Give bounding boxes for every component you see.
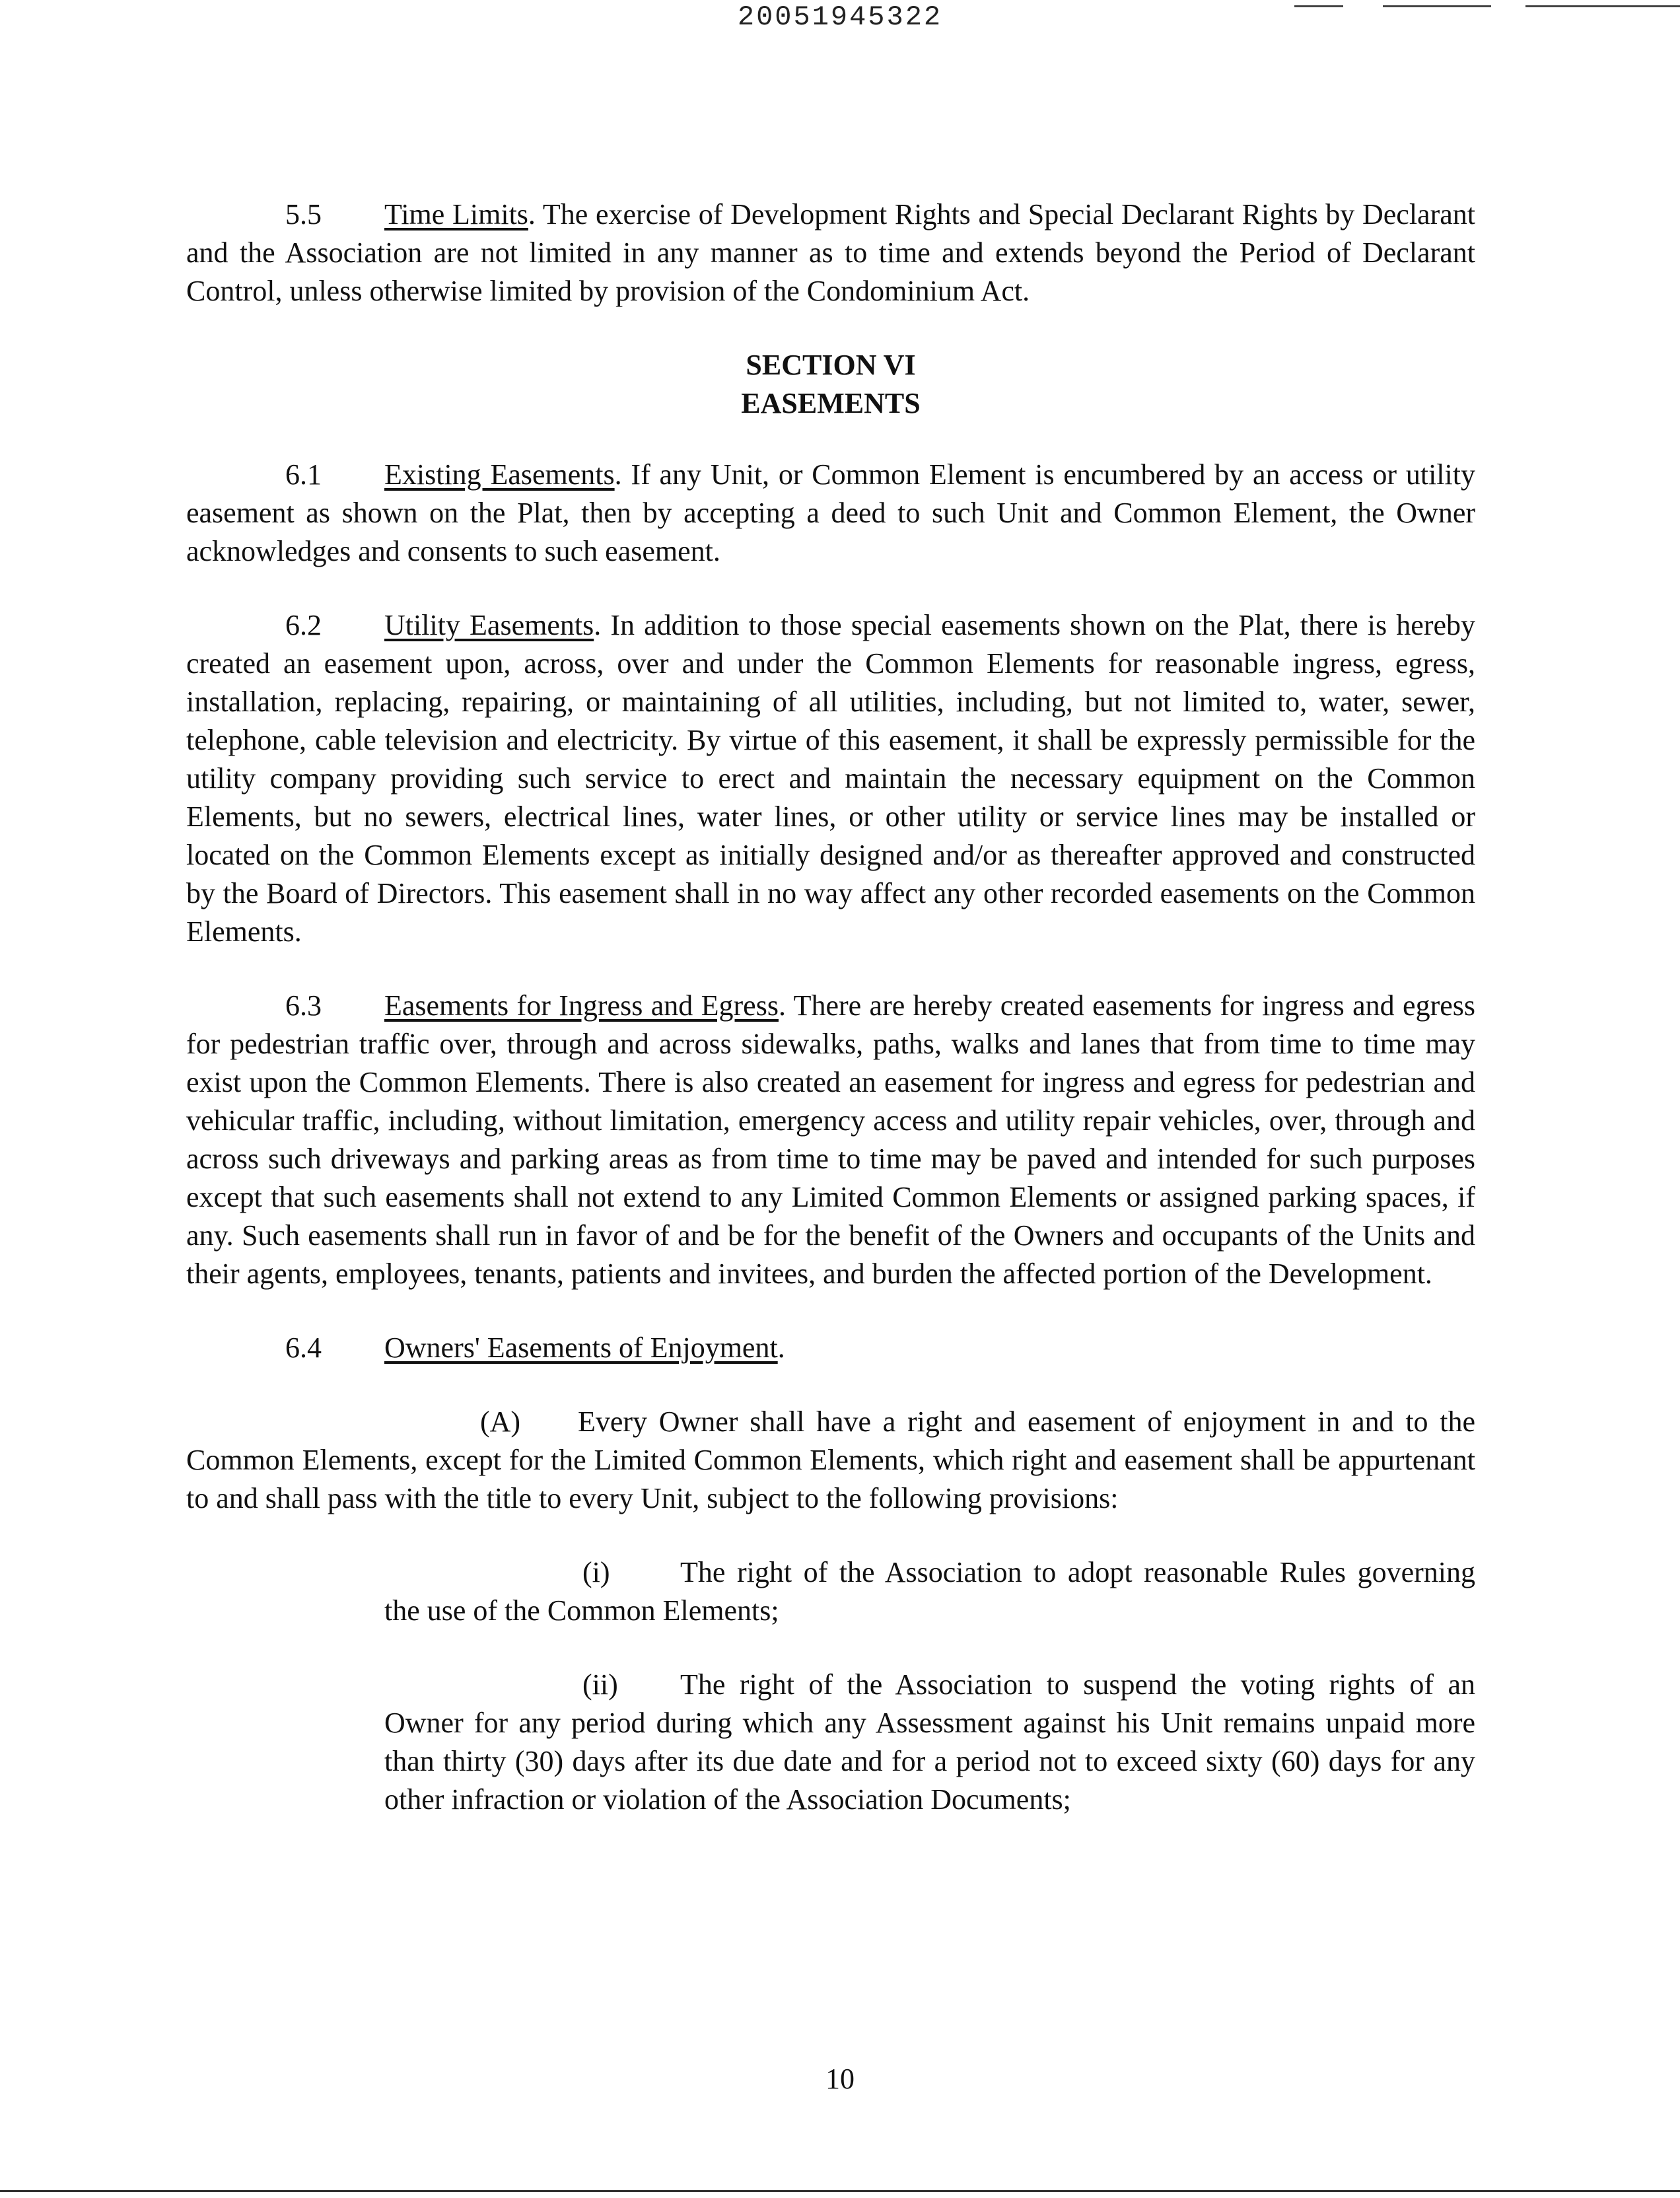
top-rule-right — [1525, 5, 1680, 7]
section-title: Easements for Ingress and Egress — [384, 989, 779, 1022]
bottom-rule — [0, 2190, 1680, 2192]
section-title: Time Limits — [384, 198, 528, 230]
section-title: Utility Easements — [384, 609, 594, 641]
clause-body: The right of the Association to adopt reasonable Rules governing the use of the Common Elements; — [384, 1556, 1475, 1627]
section-number: 6.1 — [285, 458, 322, 491]
section-body: If any Unit, or Common Element is encumbered by an access or utility easement as shown on the Plat, then by accepting a deed to such Unit and Common Element, the Owner acknowledges and consents to such easement. — [186, 458, 1475, 567]
subsection-label: (A) — [480, 1405, 521, 1438]
section-heading-line1: SECTION VI — [746, 349, 916, 381]
section-body: The exercise of Development Rights and Special Declarant Rights by Declarant and the Association are not limited in any manner as to time and extends beyond the Period of Declarant Control, unless otherwise limited by provision of the Condominium Act. — [186, 198, 1475, 307]
section-number: 6.4 — [285, 1331, 322, 1364]
clause-label: (ii) — [582, 1668, 618, 1701]
clause-6-4-a-i — [384, 1553, 1475, 1630]
section-number: 6.3 — [285, 989, 322, 1022]
top-rule-left — [1294, 5, 1343, 7]
section-6-2 — [186, 606, 1475, 951]
subsection-6-4-a — [186, 1403, 1475, 1518]
section-6-4 — [186, 1329, 1475, 1367]
clause-label: (i) — [582, 1556, 610, 1588]
title-period: . — [778, 989, 786, 1022]
section-number: 5.5 — [285, 198, 322, 230]
section-6-1 — [186, 456, 1475, 571]
section-5-5 — [186, 195, 1475, 310]
subsection-body: Every Owner shall have a right and easement of enjoyment in and to the Common Elements, except for the Limited Common Elements, which right and easement shall be appurtenant to and shall pass with the title to every Unit, subject to the following provisions: — [186, 1405, 1475, 1514]
section-number: 6.2 — [285, 609, 322, 641]
section-6-3 — [186, 987, 1475, 1293]
section-body: There are hereby created easements for ingress and egress for pedestrian traffic over, through and across sidewalks, paths, walks and lanes that from time to time may exist upon the Common Elements. There is also created an easement for ingress and egress for pedestrian and vehicular traffic, including, without limitation, emergency access and utility repair vehicles, over, through and across such driveways and parking areas as from time to time may be paved and intended for such purposes except that such easements shall not extend to any Limited Common Elements or assigned parking spaces, if any. Such easements shall run in favor of and be for the benefit of the Owners and occupants of the Units and their agents, employees, tenants, patients and invitees, and burden the affected portion of the Development. — [186, 989, 1475, 1290]
document-page — [186, 195, 1475, 1819]
section-body: In addition to those special easements shown on the Plat, there is hereby created an easement upon, across, over and under the Common Elements for reasonable ingress, egress, installation, replacing, repairing, or maintaining of all utilities, including, but not limited to, water, sewer, telephone, cable television and electricity. By virtue of this easement, it shall be expressly permissible for the utility company providing such service to erect and maintain the necessary equipment on the Common Elements, but no sewers, electrical lines, water lines, or other utility or service lines may be installed or located on the Common Elements except as initially designed and/or as thereafter approved and constructed by the Board of Directors. This easement shall in no way affect any other recorded easements on the Common Elements. — [186, 609, 1475, 948]
top-rule-middle — [1383, 5, 1491, 7]
title-period: . — [528, 198, 536, 230]
section-heading-line2: EASEMENTS — [741, 387, 921, 419]
page-number: 10 — [825, 2063, 855, 2095]
title-period: . — [777, 1331, 785, 1364]
title-period: . — [594, 609, 602, 641]
section-title: Existing Easements — [384, 458, 615, 491]
clause-body: The right of the Association to suspend the voting rights of an Owner for any period during which any Assessment against his Unit remains unpaid more than thirty (30) days after its due date and for a period not to exceed sixty (60) days for any other infraction or violation of the Association Documents; — [384, 1668, 1475, 1816]
title-period: . — [614, 458, 622, 491]
clause-6-4-a-ii — [384, 1666, 1475, 1819]
section-title: Owners' Easements of Enjoyment — [384, 1331, 778, 1364]
document-number: 20051945322 — [737, 1, 943, 33]
